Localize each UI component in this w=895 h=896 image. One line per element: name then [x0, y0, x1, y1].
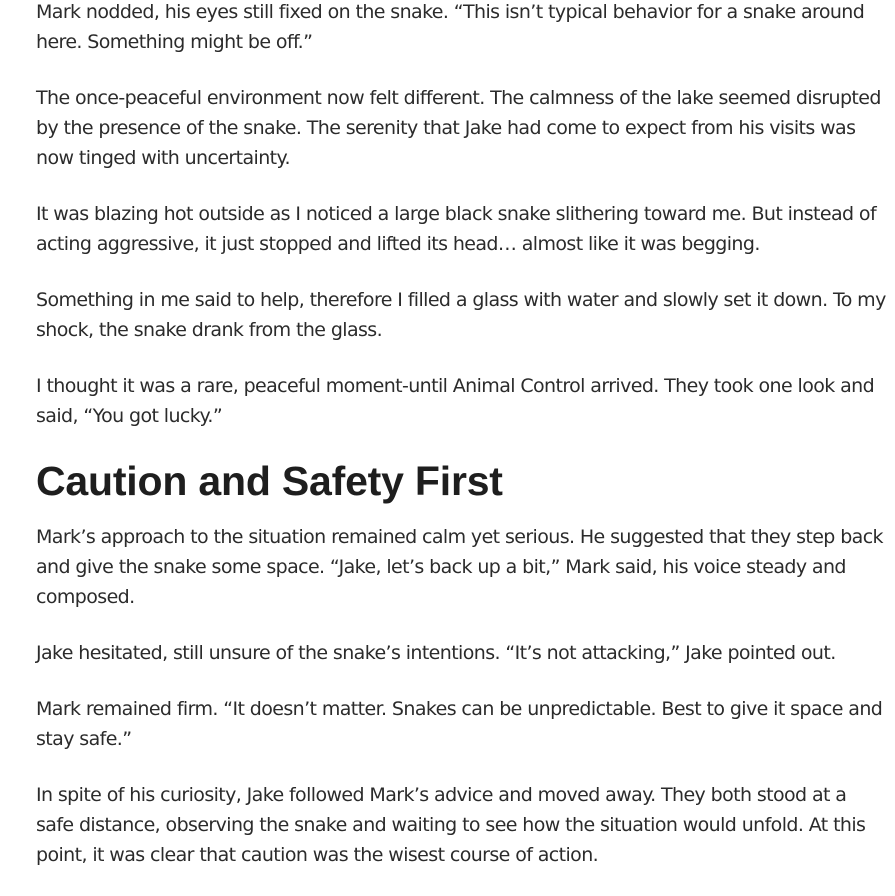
article-paragraph: The once-peaceful environment now felt different. The calmness of the lake seemed disrupted by the presence of the snake. The serenity that Jake had come to expect from his visits was now tinged with uncertainty. [36, 87, 881, 169]
article-paragraph: Mark’s approach to the situation remained calm yet serious. He suggested that they step back and give the snake some space. “Jake, let’s back up a bit,” Mark said, his voice steady and composed. [36, 526, 883, 608]
article-paragraph: Something in me said to help, therefore I filled a glass with water and slowly set it down. To my shock, the snake drank from the glass. [36, 289, 886, 341]
article-paragraph: Jake hesitated, still unsure of the snake’s intentions. “It’s not attacking,” Jake pointed out. [36, 642, 836, 664]
section-heading: Caution and Safety First [36, 458, 503, 504]
article-paragraph: Mark nodded, his eyes still fixed on the snake. “This isn’t typical behavior for a snake around here. Something might be off.” [36, 1, 865, 53]
article-body [36, 0, 888, 896]
article-paragraph: In spite of his curiosity, Jake followed Mark’s advice and moved away. They both stood at a safe distance, observing the snake and waiting to see how the situation would unfold. At this point, it was clear that caution was the wisest course of action. [36, 784, 866, 866]
article-paragraph: I thought it was a rare, peaceful moment-until Animal Control arrived. They took one look and said, “You got lucky.” [36, 375, 875, 427]
article-paragraph: Mark remained firm. “It doesn’t matter. Snakes can be unpredictable. Best to give it space and stay safe.” [36, 698, 883, 750]
article-paragraph: It was blazing hot outside as I noticed a large black snake slithering toward me. But instead of acting aggressive, it just stopped and lifted its head… almost like it was begging. [36, 203, 877, 255]
